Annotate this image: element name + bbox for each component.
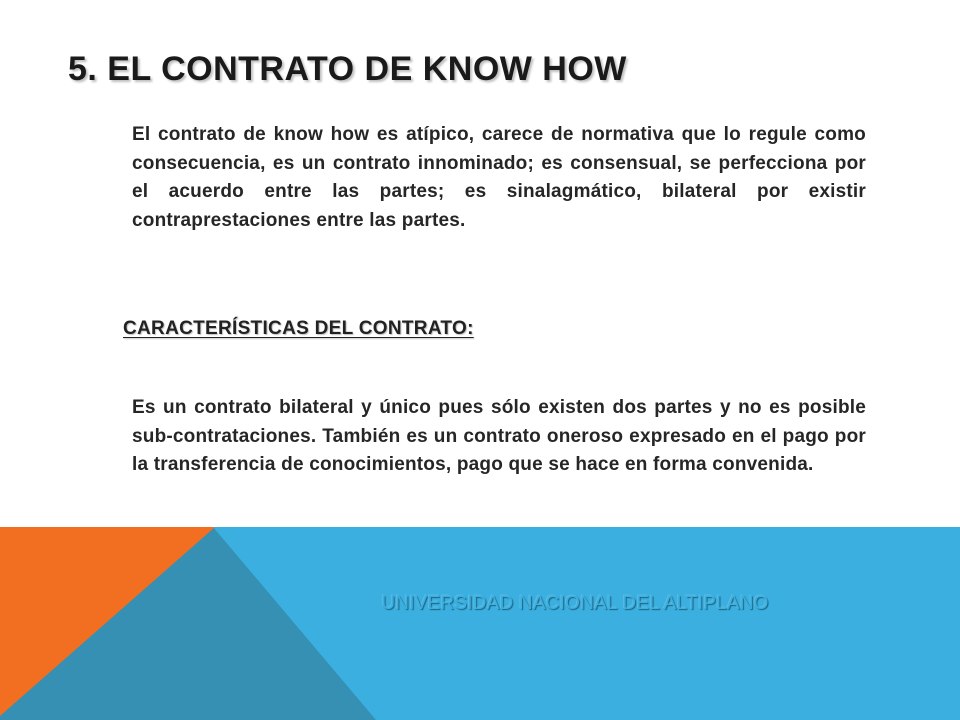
section-heading: CARACTERÍSTICAS DEL CONTRATO: [123,318,474,339]
footer-university-name: UNIVERSIDAD NACIONAL DEL ALTIPLANO [381,593,769,614]
characteristics-paragraph: Es un contrato bilateral y único pues sólo existen dos partes y no es posible sub-contrataciones. También es un contrato oneroso expresado en el pago por la transferencia de conocimientos, pago que se hace en forma convenida. [132,397,866,475]
slide-title: 5. EL CONTRATO DE KNOW HOW [68,50,627,88]
intro-paragraph: El contrato de know how es atípico, carece de normativa que lo regule como consecuencia, es un contrato innominado; es consensual, se perfecciona por el acuerdo entre las partes; es sinalagmático, bilateral por existir contraprestaciones entre las partes. [132,124,866,231]
